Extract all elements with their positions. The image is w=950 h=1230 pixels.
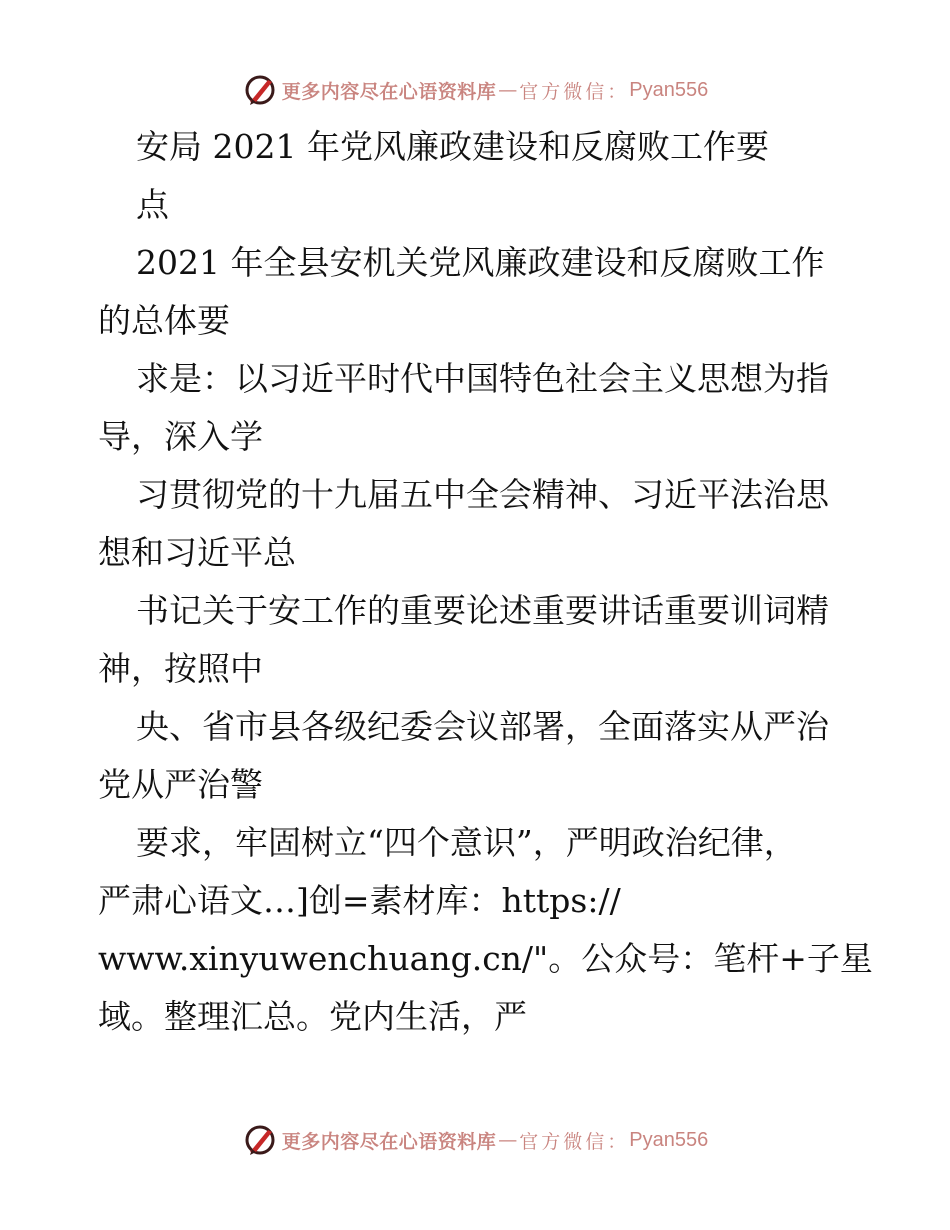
text-line: 想和习近平总 bbox=[98, 533, 296, 572]
document-body bbox=[98, 118, 873, 1046]
banner-wechat-id: Pyan556 bbox=[629, 78, 709, 101]
text-line: 域。整理汇总。党内生活，严 bbox=[98, 997, 527, 1036]
text-line: 党从严治警 bbox=[98, 765, 263, 804]
text-line: 习贯彻党的十九届五中全会精神、习近平法治思 bbox=[136, 475, 829, 514]
footer-banner bbox=[0, 1120, 950, 1160]
text-line: 点 bbox=[136, 185, 169, 224]
banner-text: 更多内容尽在心语资料库 bbox=[281, 80, 497, 103]
text-line: 央、省市县各级纪委会议部署，全面落实从严治 bbox=[136, 707, 829, 746]
text-line: www.xinyuwenchuang.cn/"。公众号：笔杆+子星 bbox=[98, 939, 873, 978]
text-line: 严肃心语文…]创=素材库：https:// bbox=[98, 881, 621, 920]
banner-dash: — bbox=[498, 1129, 518, 1151]
text-line: 书记关于安工作的重要论述重要讲话重要训词精 bbox=[136, 591, 829, 630]
banner-wechat-label: 官方微信： bbox=[519, 1130, 630, 1153]
quill-logo-icon bbox=[242, 72, 278, 108]
banner-wechat-id: Pyan556 bbox=[629, 1128, 709, 1151]
header-banner bbox=[0, 70, 950, 110]
text-line: 神，按照中 bbox=[98, 649, 263, 688]
text-line: 2021 年全县安机关党风廉政建设和反腐败工作 bbox=[136, 243, 825, 282]
banner-dash: — bbox=[498, 79, 518, 101]
banner-text: 更多内容尽在心语资料库 bbox=[281, 1130, 497, 1153]
text-line: 求是：以习近平时代中国特色社会主义思想为指 bbox=[136, 359, 829, 398]
text-line: 导，深入学 bbox=[98, 417, 263, 456]
text-line: 的总体要 bbox=[98, 301, 230, 340]
text-line: 安局 2021 年党风廉政建设和反腐败工作要 bbox=[136, 127, 769, 166]
banner-wechat-label: 官方微信： bbox=[519, 80, 630, 103]
quill-logo-icon bbox=[242, 1122, 278, 1158]
text-line: 要求，牢固树立“四个意识”，严明政治纪律， bbox=[136, 823, 797, 862]
